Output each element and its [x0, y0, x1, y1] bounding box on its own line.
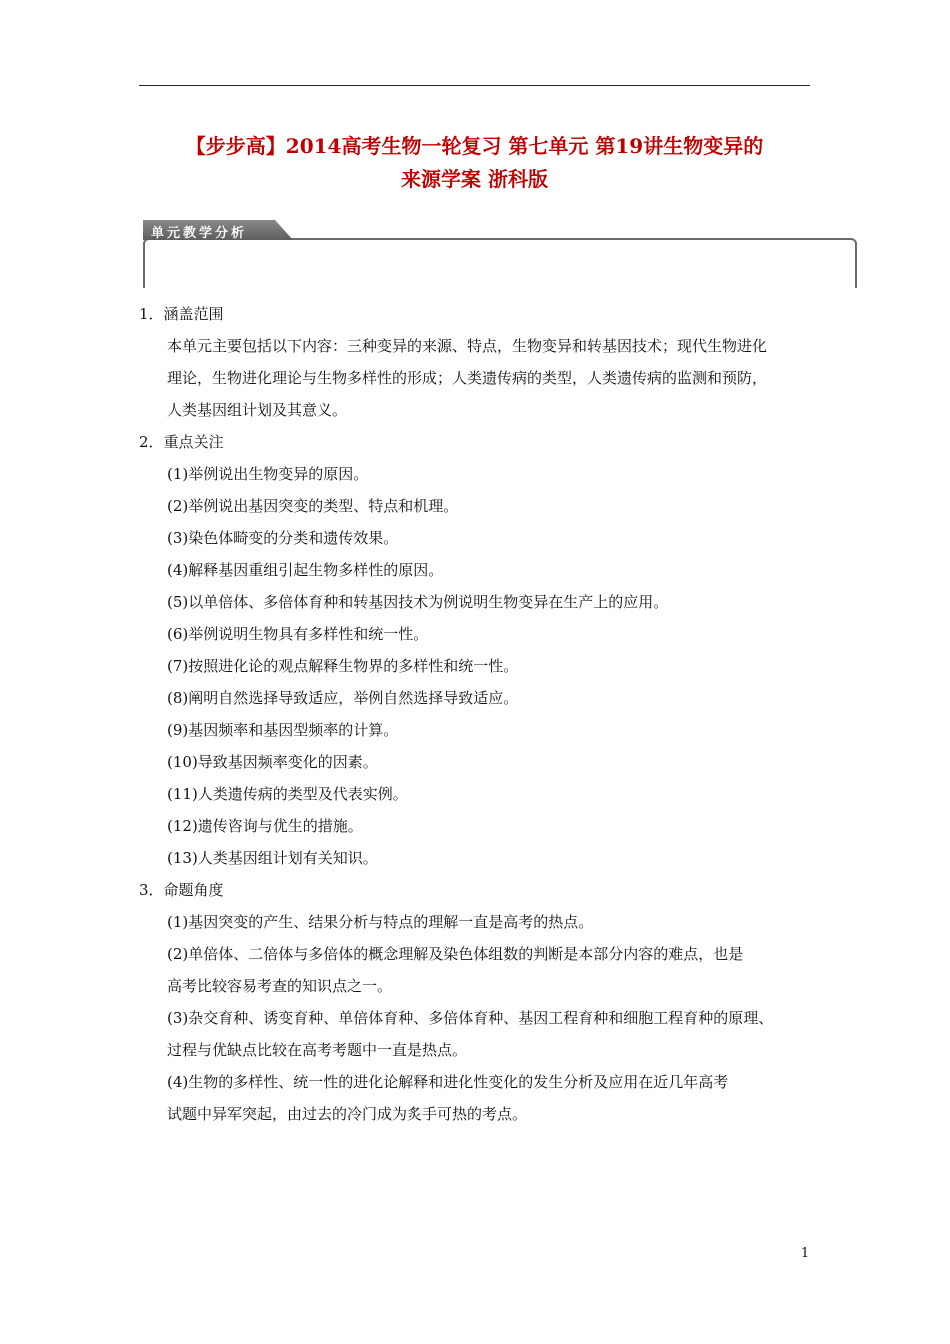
header-rule: [139, 85, 810, 86]
banner-frame: [143, 238, 857, 288]
section-2-item: (11)人类遗传病的类型及代表实例。: [167, 785, 408, 803]
section-2-item: (12)遗传咨询与优生的措施。: [167, 817, 363, 835]
title-line-2: 来源学案 浙科版: [401, 167, 548, 191]
document-title: [139, 130, 810, 196]
section-1-line: 理论，生物进化理论与生物多样性的形成；人类遗传病的类型，人类遗传病的监测和预防，: [167, 369, 768, 387]
section-2-item: (10)导致基因频率变化的因素。: [167, 753, 378, 771]
section-1-line: 人类基因组计划及其意义。: [167, 401, 348, 419]
section-2-item: (5)以单倍体、多倍体育种和转基因技术为例说明生物变异在生产上的应用。: [167, 593, 669, 611]
section-2-item: (6)举例说明生物具有多样性和统一性。: [167, 625, 429, 643]
section-3-line: (3)杂交育种、诱变育种、单倍体育种、多倍体育种、基因工程育种和细胞工程育种的原理、: [167, 1009, 774, 1027]
section-3-line: (1)基因突变的产生、结果分析与特点的理解一直是高考的热点。: [167, 913, 594, 931]
document-body: [139, 298, 819, 1130]
section-2-item: (2)举例说出基因突变的类型、特点和机理。: [167, 497, 459, 515]
section-3-line: 高考比较容易考查的知识点之一。: [167, 977, 393, 995]
section-3-line: 试题中异军突起，由过去的冷门成为炙手可热的考点。: [167, 1105, 528, 1123]
section-3-line: (4)生物的多样性、统一性的进化论解释和进化性变化的发生分析及应用在近几年高考: [167, 1073, 729, 1091]
section-3-line: 过程与优缺点比较在高考考题中一直是热点。: [167, 1041, 468, 1059]
section-1-line: 本单元主要包括以下内容：三种变异的来源、特点，生物变异和转基因技术；现代生物进化: [167, 337, 768, 355]
section-label: 单元教学分析: [151, 226, 248, 241]
section-2-item: (3)染色体畸变的分类和遗传效果。: [167, 529, 399, 547]
section-2-item: (7)按照进化论的观点解释生物界的多样性和统一性。: [167, 657, 519, 675]
section-1-heading: 1．涵盖范围: [139, 305, 224, 323]
section-2-item: (4)解释基因重组引起生物多样性的原因。: [167, 561, 444, 579]
section-2-heading: 2．重点关注: [139, 433, 224, 451]
section-2-item: (9)基因频率和基因型频率的计算。: [167, 721, 399, 739]
section-3-line: (2)单倍体、二倍体与多倍体的概念理解及染色体组数的判断是本部分内容的难点，也是: [167, 945, 744, 963]
section-2-item: (8)阐明自然选择导致适应，举例自然选择导致适应。: [167, 689, 519, 707]
title-line-1: 【步步高】2014高考生物一轮复习 第七单元 第19讲生物变异的: [185, 134, 764, 158]
page-number: 1: [800, 1246, 810, 1261]
section-2-item: (13)人类基因组计划有关知识。: [167, 849, 378, 867]
section-banner: [139, 220, 859, 288]
section-3-heading: 3．命题角度: [139, 881, 224, 899]
section-2-item: (1)举例说出生物变异的原因。: [167, 465, 369, 483]
